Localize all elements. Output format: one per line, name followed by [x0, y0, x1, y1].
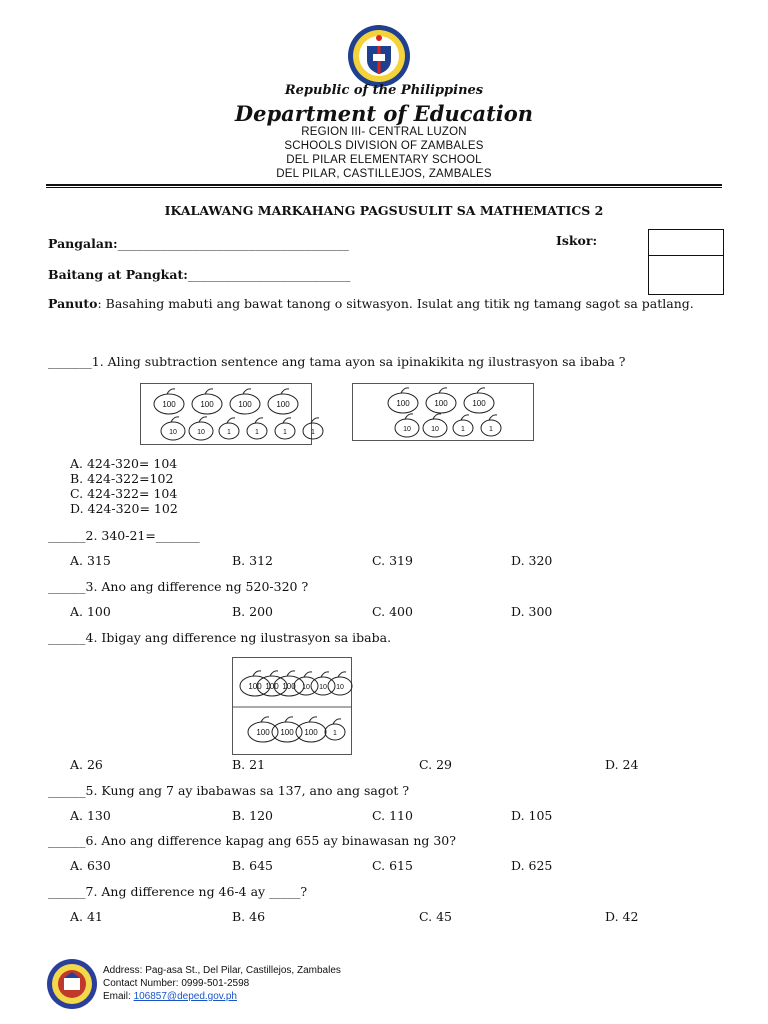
question-text: 1. Aling subtraction sentence ang tama ayon sa ipinakikita ng ilustrasyon sa ibaba ? — [91, 354, 626, 369]
fruit-label: 10 — [197, 429, 205, 436]
fruit-label: 100 — [265, 682, 279, 691]
region-line: REGION III- CENTRAL LUZON — [301, 126, 467, 138]
q1-illustration-left — [140, 383, 315, 445]
answer-blank[interactable]: ______ — [48, 528, 86, 543]
q5-option-a[interactable]: A. 130 — [70, 808, 111, 823]
question-text: 4. Ibigay ang difference ng ilustrasyon sa ibaba. — [85, 630, 392, 645]
fruit-label: 100 — [238, 400, 252, 409]
division-line: SCHOOLS DIVISION OF ZAMBALES — [284, 140, 484, 152]
fruit-leaf — [311, 418, 319, 423]
fruit-label: 10 — [403, 426, 411, 433]
answer-blank[interactable]: ______ — [48, 630, 86, 645]
q6-option-a[interactable]: A. 630 — [70, 858, 111, 873]
fruit-label: 100 — [248, 682, 262, 691]
fruit-leaf — [433, 414, 441, 419]
fruit-label: 1 — [461, 426, 465, 433]
fruit-label: 1 — [283, 429, 287, 436]
question-7 — [48, 884, 307, 899]
q4-option-c[interactable]: C. 29 — [419, 757, 452, 772]
answer-blank[interactable]: ______ — [48, 783, 86, 798]
school-seal-logo — [46, 958, 98, 1010]
q7-option-b[interactable]: B. 46 — [232, 909, 266, 924]
fruit-leaf — [253, 671, 261, 676]
footer-contact-number: Contact Number: 0999-501-2598 — [103, 978, 250, 989]
answer-blank[interactable]: ______ — [48, 833, 86, 848]
fruit-leaf — [255, 418, 263, 423]
fruit-label: 100 — [276, 400, 290, 409]
instructions — [48, 296, 722, 312]
answer-blank[interactable]: ______ — [48, 579, 86, 594]
header-divider — [46, 184, 722, 186]
q1-option-b[interactable]: B. 424-322=102 — [70, 471, 174, 486]
instructions-label: Panuto — [48, 296, 98, 311]
name-label: Pangalan: — [48, 236, 118, 251]
fruit-label: 10 — [319, 684, 327, 691]
fruit-leaf — [309, 717, 317, 722]
fruit-leaf — [285, 717, 293, 722]
q5-option-d[interactable]: D. 105 — [511, 808, 553, 823]
q6-option-b[interactable]: B. 645 — [232, 858, 273, 873]
fruit-leaf — [461, 415, 469, 420]
fruit-label: 100 — [434, 399, 448, 408]
question-4 — [48, 630, 391, 645]
school-line: DEL PILAR ELEMENTARY SCHOOL — [286, 154, 482, 166]
question-text: 7. Ang difference ng 46-4 ay _____? — [85, 884, 308, 899]
fruit-label: 100 — [280, 728, 294, 737]
q3-option-c[interactable]: C. 400 — [372, 604, 413, 619]
fruit-leaf — [281, 389, 289, 394]
fruit-label: 1 — [311, 429, 315, 436]
fruit-leaf — [401, 388, 409, 393]
question-text: 5. Kung ang 7 ay ibabawas sa 137, ano ang sagot ? — [85, 783, 410, 798]
q1-right-bottom-group — [395, 414, 501, 437]
question-text: 6. Ano ang difference kapag ang 655 ay binawasan ng 30? — [85, 833, 456, 848]
fruit-label: 10 — [336, 684, 344, 691]
fruit-label: 100 — [256, 728, 270, 737]
fruit-leaf — [199, 417, 207, 422]
footer-email-link[interactable]: 106857@deped.gov.ph — [133, 991, 237, 1002]
footer-address: Address: Pag-asa St., Del Pilar, Castillejos, Zambales — [103, 965, 341, 976]
footer-contact — [103, 964, 341, 1003]
exam-title: IKALAWANG MARKAHANG PAGSUSULIT SA MATHEMATICS 2 — [164, 203, 604, 218]
grade-field[interactable] — [48, 264, 350, 283]
fruit-leaf — [405, 414, 413, 419]
q2-option-b[interactable]: B. 312 — [232, 553, 273, 568]
fruit-leaf — [304, 672, 312, 677]
q1-option-c[interactable]: C. 424-322= 104 — [70, 486, 178, 501]
fruit-label: 1 — [333, 730, 337, 737]
q6-option-c[interactable]: C. 615 — [372, 858, 413, 873]
fruit-label: 100 — [282, 682, 296, 691]
name-field[interactable] — [48, 233, 349, 252]
footer-email-row — [103, 990, 341, 1003]
q3-option-b[interactable]: B. 200 — [232, 604, 273, 619]
q4-top-group — [240, 671, 352, 696]
score-box[interactable] — [648, 229, 724, 295]
fruit-label: 10 — [169, 429, 177, 436]
fruit-label: 10 — [431, 426, 439, 433]
q4-option-a[interactable]: A. 26 — [70, 757, 103, 772]
q7-option-c[interactable]: C. 45 — [419, 909, 452, 924]
fruit-leaf — [243, 389, 251, 394]
q2-option-a[interactable]: A. 315 — [70, 553, 111, 568]
fruit-leaf — [338, 672, 346, 677]
fruit-label: 100 — [396, 399, 410, 408]
fruit-leaf — [287, 671, 295, 676]
q4-option-b[interactable]: B. 21 — [232, 757, 266, 772]
grade-label: Baitang at Pangkat: — [48, 267, 188, 282]
q4-option-d[interactable]: D. 24 — [605, 757, 639, 772]
department-heading: Department of Education — [234, 101, 534, 126]
q2-option-c[interactable]: C. 319 — [372, 553, 413, 568]
q7-option-d[interactable]: D. 42 — [605, 909, 639, 924]
fruit-leaf — [171, 417, 179, 422]
q1-left-bottom-group — [161, 417, 323, 440]
fruit-label: 1 — [489, 426, 493, 433]
fruit-leaf — [261, 717, 269, 722]
q7-option-a[interactable]: A. 41 — [70, 909, 103, 924]
answer-blank[interactable]: _______ — [48, 354, 92, 369]
question-3 — [48, 579, 308, 594]
fruit-label: 100 — [304, 728, 318, 737]
fruit-label: 100 — [472, 399, 486, 408]
address-line: DEL PILAR, CASTILLEJOS, ZAMBALES — [276, 168, 492, 180]
fruit-leaf — [227, 418, 235, 423]
q5-option-c[interactable]: C. 110 — [372, 808, 413, 823]
q1-left-top-group — [154, 389, 298, 414]
q5-option-b[interactable]: B. 120 — [232, 808, 273, 823]
grade-line: __________________________ — [187, 267, 351, 282]
q1-right-top-group — [388, 388, 494, 413]
q4-bottom-group — [248, 717, 345, 742]
question-6 — [48, 833, 456, 848]
q4-illustration — [232, 657, 352, 755]
instructions-text: : Basahing mabuti ang bawat tanong o sitwasyon. Isulat ang titik ng tamang sagot sa patlang. — [97, 296, 694, 311]
fruit-leaf — [167, 389, 175, 394]
fruit-label: 100 — [162, 400, 176, 409]
fruit-label: 1 — [227, 429, 231, 436]
answer-blank[interactable]: ______ — [48, 884, 86, 899]
deped-seal-logo — [347, 24, 411, 88]
fruit-leaf — [283, 418, 291, 423]
fruit-leaf — [270, 671, 278, 676]
fruit-label: 10 — [302, 684, 310, 691]
question-2 — [48, 528, 200, 543]
fruit-leaf — [489, 415, 497, 420]
score-label: Iskor: — [556, 233, 598, 248]
question-5 — [48, 783, 409, 798]
q1-option-d[interactable]: D. 424-320= 102 — [70, 501, 178, 516]
question-text: 2. 340-21=_______ — [85, 528, 200, 543]
footer-email-label: Email: — [103, 991, 134, 1002]
q6-option-d[interactable]: D. 625 — [511, 858, 553, 873]
fruit-leaf — [333, 719, 341, 724]
name-line: _____________________________________ — [117, 236, 349, 251]
fruit-label: 1 — [255, 429, 259, 436]
q2-option-d[interactable]: D. 320 — [511, 553, 553, 568]
fruit-label: 100 — [200, 400, 214, 409]
fruit-leaf — [477, 388, 485, 393]
question-1 — [48, 354, 626, 369]
q1-illustration-right — [352, 383, 534, 441]
fruit-leaf — [321, 672, 329, 677]
header-divider-thin — [46, 187, 722, 188]
fruit-leaf — [205, 389, 213, 394]
q3-option-d[interactable]: D. 300 — [511, 604, 553, 619]
q3-option-a[interactable]: A. 100 — [70, 604, 111, 619]
republic-heading: Republic of the Philippines — [284, 83, 484, 98]
question-text: 3. Ano ang difference ng 520-320 ? — [85, 579, 309, 594]
q1-option-a[interactable]: A. 424-320= 104 — [70, 456, 178, 471]
fruit-leaf — [439, 388, 447, 393]
